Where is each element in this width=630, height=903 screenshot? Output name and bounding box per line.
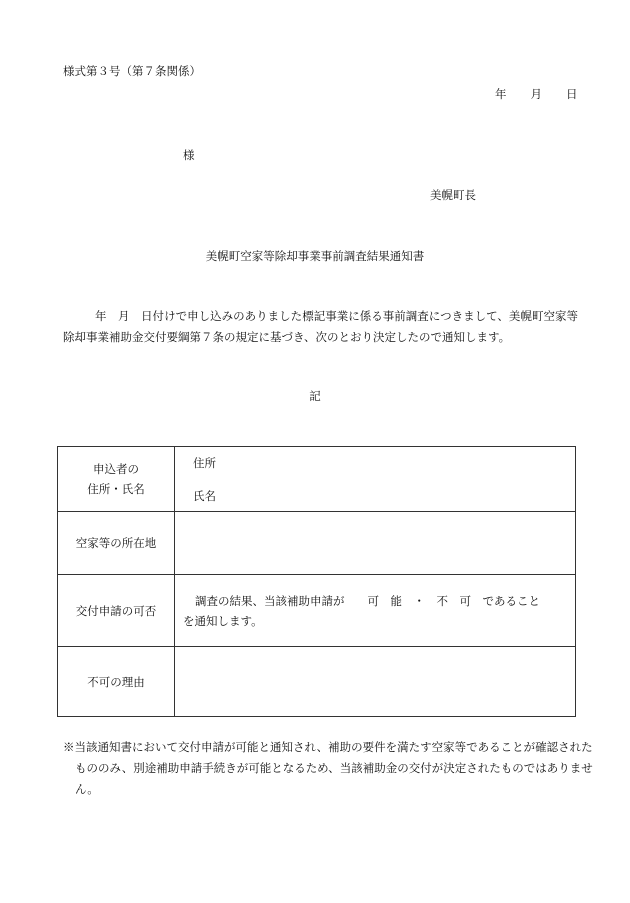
name-label: 氏名 <box>193 489 216 503</box>
ki-heading: 記 <box>309 389 321 403</box>
issuer: 美幌町長 <box>430 188 476 202</box>
location-value <box>175 512 576 575</box>
table-row-applicant <box>58 447 576 512</box>
document-title: 美幌町空家等除却事業事前調査結果通知書 <box>205 249 425 263</box>
applicant-label-line1: 申込者の <box>93 462 139 476</box>
table-row-location <box>58 512 576 575</box>
addressee-suffix: 様 <box>183 148 195 162</box>
decision-label: 交付申請の可否 <box>58 575 175 647</box>
decision-text-line1: 調査の結果、当該補助申請が 可 能 ・ 不 可 であること <box>195 593 540 608</box>
applicant-label-line2: 住所・氏名 <box>87 482 145 496</box>
date-month: 月 <box>530 87 542 101</box>
decision-text-line2: を通知します。 <box>183 613 263 628</box>
address-label: 住所 <box>193 456 216 470</box>
footnote: ※当該通知書において交付申請が可能と通知され、補助の要件を満たす空家等であることが確認されたもののみ、別途補助申請手続きが可能となるため、当該補助金の交付が決定されたものではありません。 <box>63 740 593 796</box>
result-table <box>57 446 576 717</box>
date-day: 日 <box>566 87 578 101</box>
applicant-value <box>175 447 576 512</box>
form-number: 様式第３号（第７条関係） <box>63 64 201 78</box>
decision-value <box>175 575 576 647</box>
table-row-reason <box>58 647 576 717</box>
reason-value <box>175 647 576 717</box>
body-paragraph: 年 月 日付けで申し込みのありました標記事業に係る事前調査につきまして、美幌町空家等除却事業補助金交付要綱第７条の規定に基づき、次のとおり決定したので通知します。 <box>63 309 578 344</box>
date-line <box>495 86 578 102</box>
location-label: 空家等の所在地 <box>58 512 175 575</box>
reason-label: 不可の理由 <box>58 647 175 717</box>
table-row-decision <box>58 575 576 647</box>
applicant-label <box>58 447 175 512</box>
date-year: 年 <box>495 87 507 101</box>
